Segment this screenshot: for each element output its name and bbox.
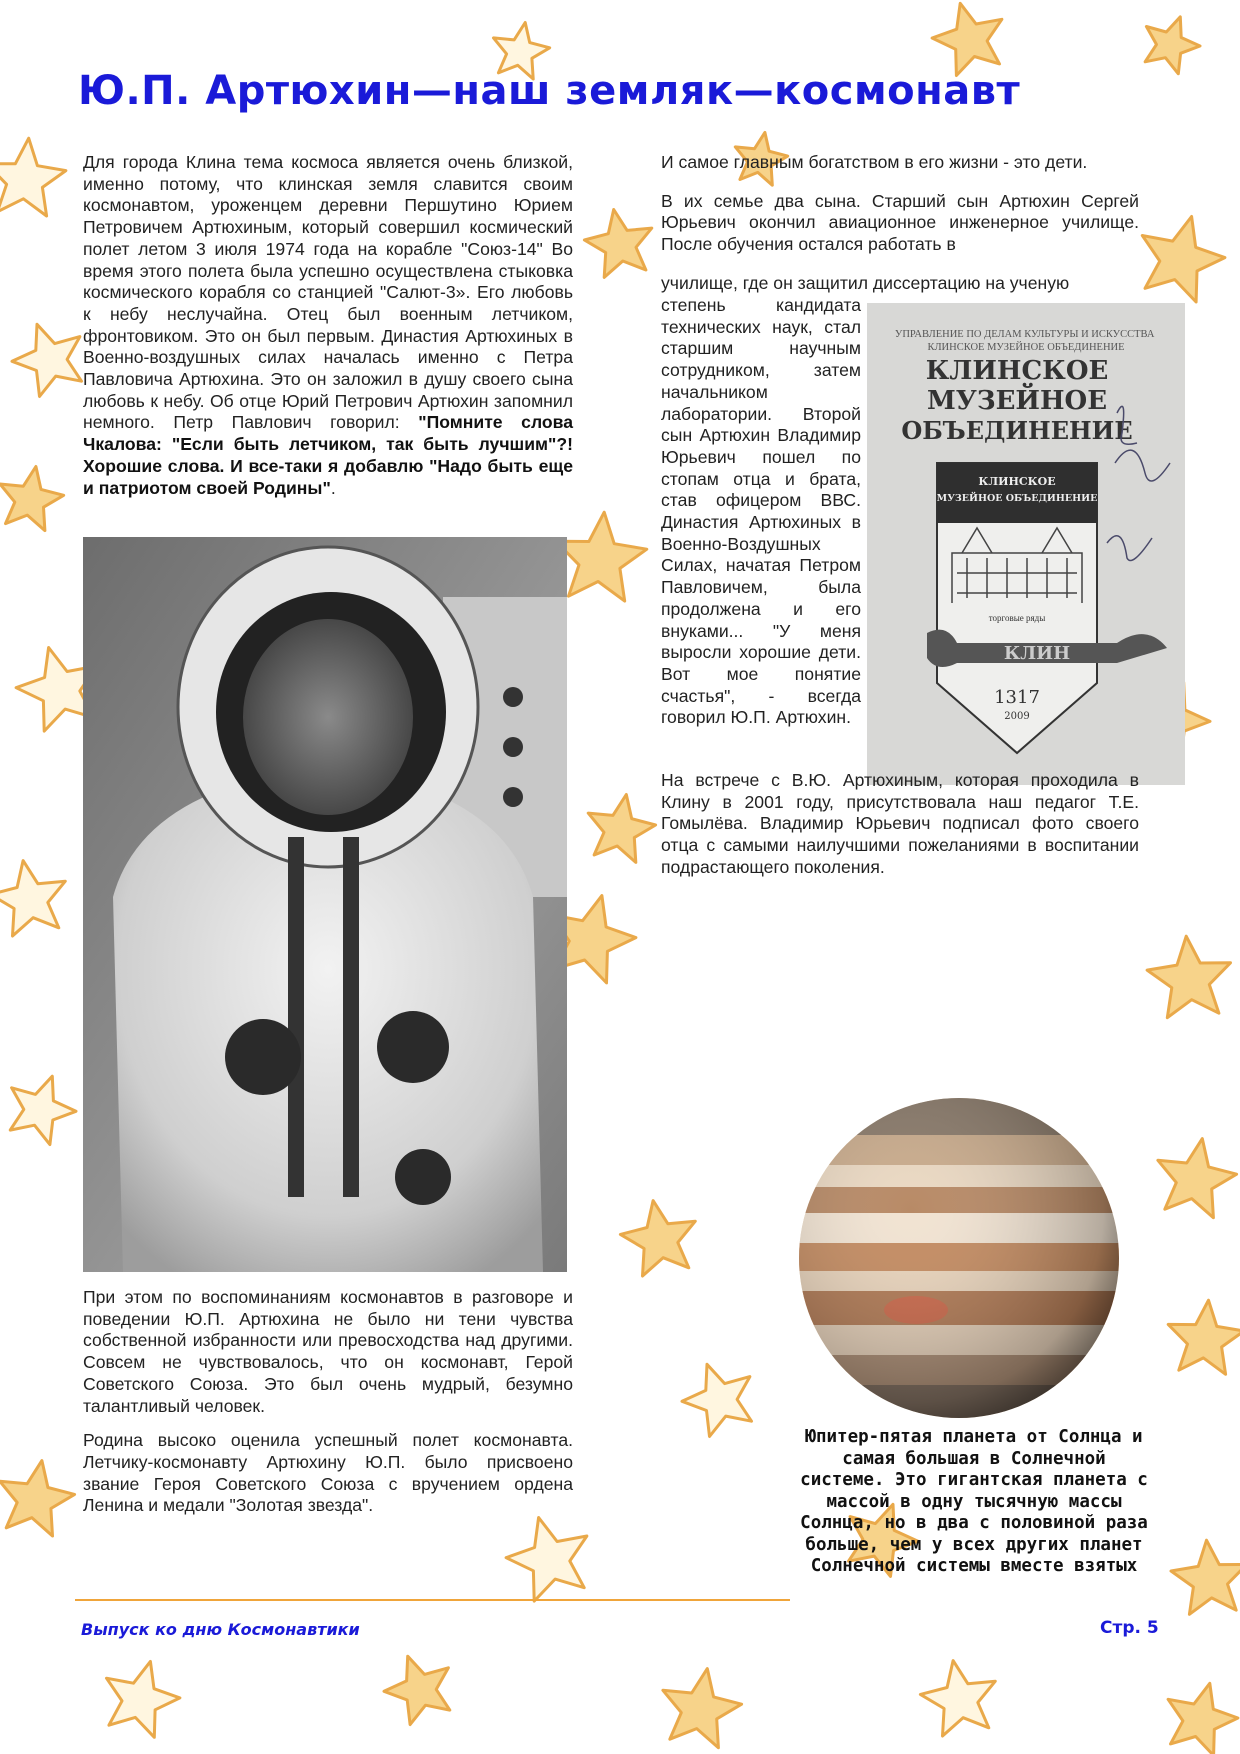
star-decoration <box>682 1364 752 1436</box>
star-decoration <box>10 1076 76 1144</box>
star-decoration <box>556 512 647 601</box>
cosmonaut-photo <box>83 537 567 1272</box>
star-decoration <box>1145 17 1200 74</box>
small-label: торговые ряды <box>988 613 1046 623</box>
children-paragraph: И самое главным богатством в его жизни - это дети. <box>661 152 1088 172</box>
book-title-3: ОБЪЕДИНЕНИЕ <box>901 416 1133 445</box>
star-decoration <box>384 1656 450 1724</box>
star-decoration <box>1142 217 1225 303</box>
star-decoration <box>1158 1139 1237 1218</box>
star-decoration <box>663 1669 742 1748</box>
meeting-paragraph: На встрече с В.Ю. Артюхиным, которая проходила в Клину в 2001 году, присутствовала наш педагог Т.Е. Гомылёва. Владимир Юрьевич подписал фото своего отца с самыми наилучшими пожеланиями в воспитании подрастающего поколения. <box>661 770 1139 877</box>
museum-book-cover <box>867 303 1185 785</box>
page-title: Ю.П. Артюхин—наш земляк—космонавт <box>78 68 1021 114</box>
banner-line-1: КЛИНСКОЕ <box>978 475 1056 488</box>
star-decoration <box>588 795 655 863</box>
star-decoration <box>0 138 66 216</box>
left-lower-text <box>83 1287 573 1517</box>
star-decoration <box>620 1201 695 1276</box>
star-decoration <box>1171 1540 1240 1614</box>
star-decoration <box>920 1661 995 1736</box>
star-decoration <box>506 1518 587 1602</box>
book-year: 1317 <box>994 687 1040 708</box>
star-decoration <box>12 324 82 396</box>
intro-text: Для города Клина тема космоса является очень близкой, именно потому, что клинская земля славится своим космонавтом, уроженцем деревни Першутино Юрием Петровичем Артюхиным, который совершил космический полет летом 3 июля 1974 года на корабле "Союз-14" Во время этого полета была успешно осуществлена стыковка космического корабля со станцией "Салют-3». Его любовь к небу неслучайна. Отец был военным летчиком, фронтовиком. Это он был первым. Династия Артюхиных в Военно-воздушных силах началась именно с Петра Павловича Артюхина. Это он заложил в душу своего сына любовь к небу. Об отце Юрий Петрович Артюхин запомнил немного. Петр Павлович говорил: <box>83 152 573 433</box>
star-decoration <box>1147 936 1230 1018</box>
footer-issue-title: Выпуск ко дню Космонавтики <box>81 1620 360 1639</box>
star-decoration <box>0 1461 75 1536</box>
right-bottom-text <box>661 770 1139 879</box>
right-wrap-text <box>661 295 861 729</box>
jupiter-image <box>796 1095 1122 1421</box>
jupiter-caption: Юпитер-пятая планета от Солнца и самая большая в Солнечной системе. Это гигантская планета с массой в одну тысячную массы Солнца, но в два с половиной раза больше, чем у всех других планет Солнечной системы вместе взятых <box>800 1427 1148 1576</box>
right-top-text <box>661 152 1139 295</box>
footer-divider <box>75 1599 790 1601</box>
intro-paragraph <box>83 152 573 499</box>
star-decoration <box>584 210 651 278</box>
memories-paragraph: При этом по воспоминаниям космонавтов в разговоре и поведении Ю.П. Артюхина не было ни тени чувства собственной избранности или превосходства над другими. Совсем не чувствовалось, что он космонавт, Герой Советского Союза. Это был очень мудрый, безумно талантливый человек. <box>83 1287 573 1416</box>
ribbon-text: КЛИН <box>1003 643 1071 664</box>
banner-line-2: МУЗЕЙНОЕ ОБЪЕДИНЕНИЕ <box>936 493 1098 504</box>
star-decoration <box>1168 1683 1238 1754</box>
book-title-2: МУЗЕЙНОЕ <box>926 386 1108 416</box>
career-paragraph: степень кандидата технических наук, стал старшим научным сотрудником, затем начальником лаборатории. Второй сын Артюхин Владимир Юрьевич пошел по стопам отца и брата, став офицером ВВС. Династия Артюхиных в Военно-Воздушных Силах, начатая Петром Павловичем, была продолжена и его внуками... "У меня выросли хорошие дети. Вот мое понятие счастья", - всегда говорил Ю.П. Артюхин. <box>661 295 861 728</box>
page-number: Стр. 5 <box>1100 1618 1159 1638</box>
star-decoration <box>1168 1300 1240 1374</box>
chkalov-quote: "Помните слова Чкалова: "Если быть летчиком, так быть лучшим"?! Хорошие слова. И все-таки я добавлю "Надо быть еще и патриотом своей Родины" <box>83 412 574 498</box>
star-decoration <box>0 467 64 531</box>
star-decoration <box>0 861 65 936</box>
star-decoration <box>932 3 1002 75</box>
book-year-sub: 2009 <box>1004 711 1030 722</box>
svg-text:УПРАВЛЕНИЕ ПО ДЕЛАМ КУЛЬТУРЫ И: УПРАВЛЕНИЕ ПО ДЕЛАМ КУЛЬТУРЫ И ИСКУССТВА КЛИНСКОЕ МУЗЕЙНОЕ ОБЪЕДИНЕНИЕ <box>894 329 1155 353</box>
star-decoration <box>107 1661 180 1737</box>
left-intro-text <box>83 152 573 499</box>
book-title-1: КЛИНСКОЕ <box>925 356 1109 386</box>
intro-end: . <box>330 477 336 498</box>
sons-paragraph: В их семье два сына. Старший сын Артюхин Сергей Юрьевич окончил авиационное инженерное училище. После обучения остался работать в <box>661 190 1139 255</box>
award-paragraph: Родина высоко оценила успешный полет космонавта. Летчику-космонавту Артюхину Ю.П. было присвоено звание Героя Советского Союза с вручением ордена Ленина и медали "Золотая звезда". <box>83 1430 573 1516</box>
school-line: училище, где он защитил диссертацию на ученую <box>661 272 1070 293</box>
